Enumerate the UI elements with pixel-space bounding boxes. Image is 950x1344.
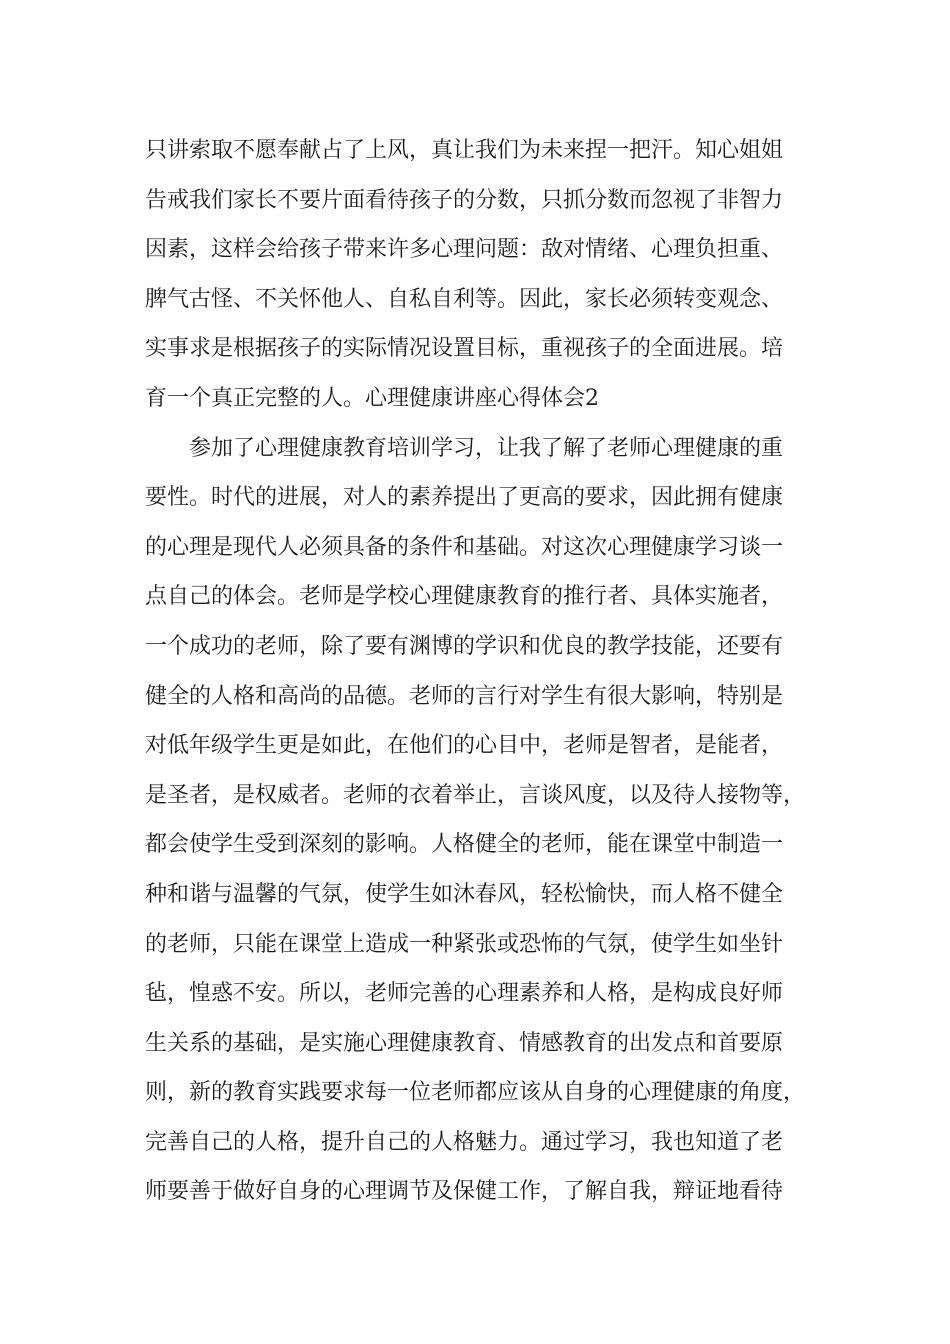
body-text [145,126,810,1217]
text-line: 要性。时代的进展，对人的素养提出了更高的要求，因此拥有健康 [145,485,784,511]
text-line: 是圣者，是权威者。老师的衣着举止，言谈风度，以及待人接物等， [145,782,806,808]
text-line: 育一个真正完整的人。心理健康讲座心得体会2 [145,385,599,411]
text-line: 点自己的体会。老师是学校心理健康教育的推行者、具体实施者， [145,584,784,610]
text-line: 完善自己的人格，提升自己的人格魅力。通过学习，我也知道了老 [145,1129,784,1155]
text-line: 师要善于做好自身的心理调节及保健工作，了解自我，辩证地看待 [145,1179,784,1205]
text-line: 健全的人格和高尚的品德。老师的言行对学生有很大影响，特别是 [145,683,784,709]
text-line: 告戒我们家长不要片面看待孩子的分数，只抓分数而忽视了非智力 [145,187,784,213]
text-line: 的老师，只能在课堂上造成一种紧张或恐怖的气氛，使学生如坐针 [145,931,784,957]
paragraph-first-line: 参加了心理健康教育培训学习，让我了解了老师心理健康的重 [189,435,784,461]
text-line: 种和谐与温馨的气氛，使学生如沐春风，轻松愉快，而人格不健全 [145,881,784,907]
text-line: 都会使学生受到深刻的影响。人格健全的老师，能在课堂中制造一 [145,832,784,858]
text-line: 毡，惶惑不安。所以，老师完善的心理素养和人格，是构成良好师 [145,981,784,1007]
text-line: 因素，这样会给孩子带来许多心理问题：敌对情绪、心理负担重、 [145,237,784,263]
text-line: 对低年级学生更是如此，在他们的心目中，老师是智者，是能者， [145,733,784,759]
text-line: 生关系的基础，是实施心理健康教育、情感教育的出发点和首要原 [145,1030,784,1056]
text-line: 一个成功的老师，除了要有渊博的学识和优良的教学技能，还要有 [145,633,784,659]
text-line: 实事求是根据孩子的实际情况设置目标，重视孩子的全面进展。培 [145,336,784,362]
text-line: 只讲索取不愿奉献占了上风，真让我们为未来捏一把汗。知心姐姐 [145,138,784,163]
text-line: 的心理是现代人必须具备的条件和基础。对这次心理健康学习谈一 [145,534,784,560]
text-line: 则，新的教育实践要求每一位老师都应该从自身的心理健康的角度， [145,1080,806,1106]
text-line: 脾气古怪、不关怀他人、自私自利等。因此，家长必须转变观念、 [145,286,784,312]
